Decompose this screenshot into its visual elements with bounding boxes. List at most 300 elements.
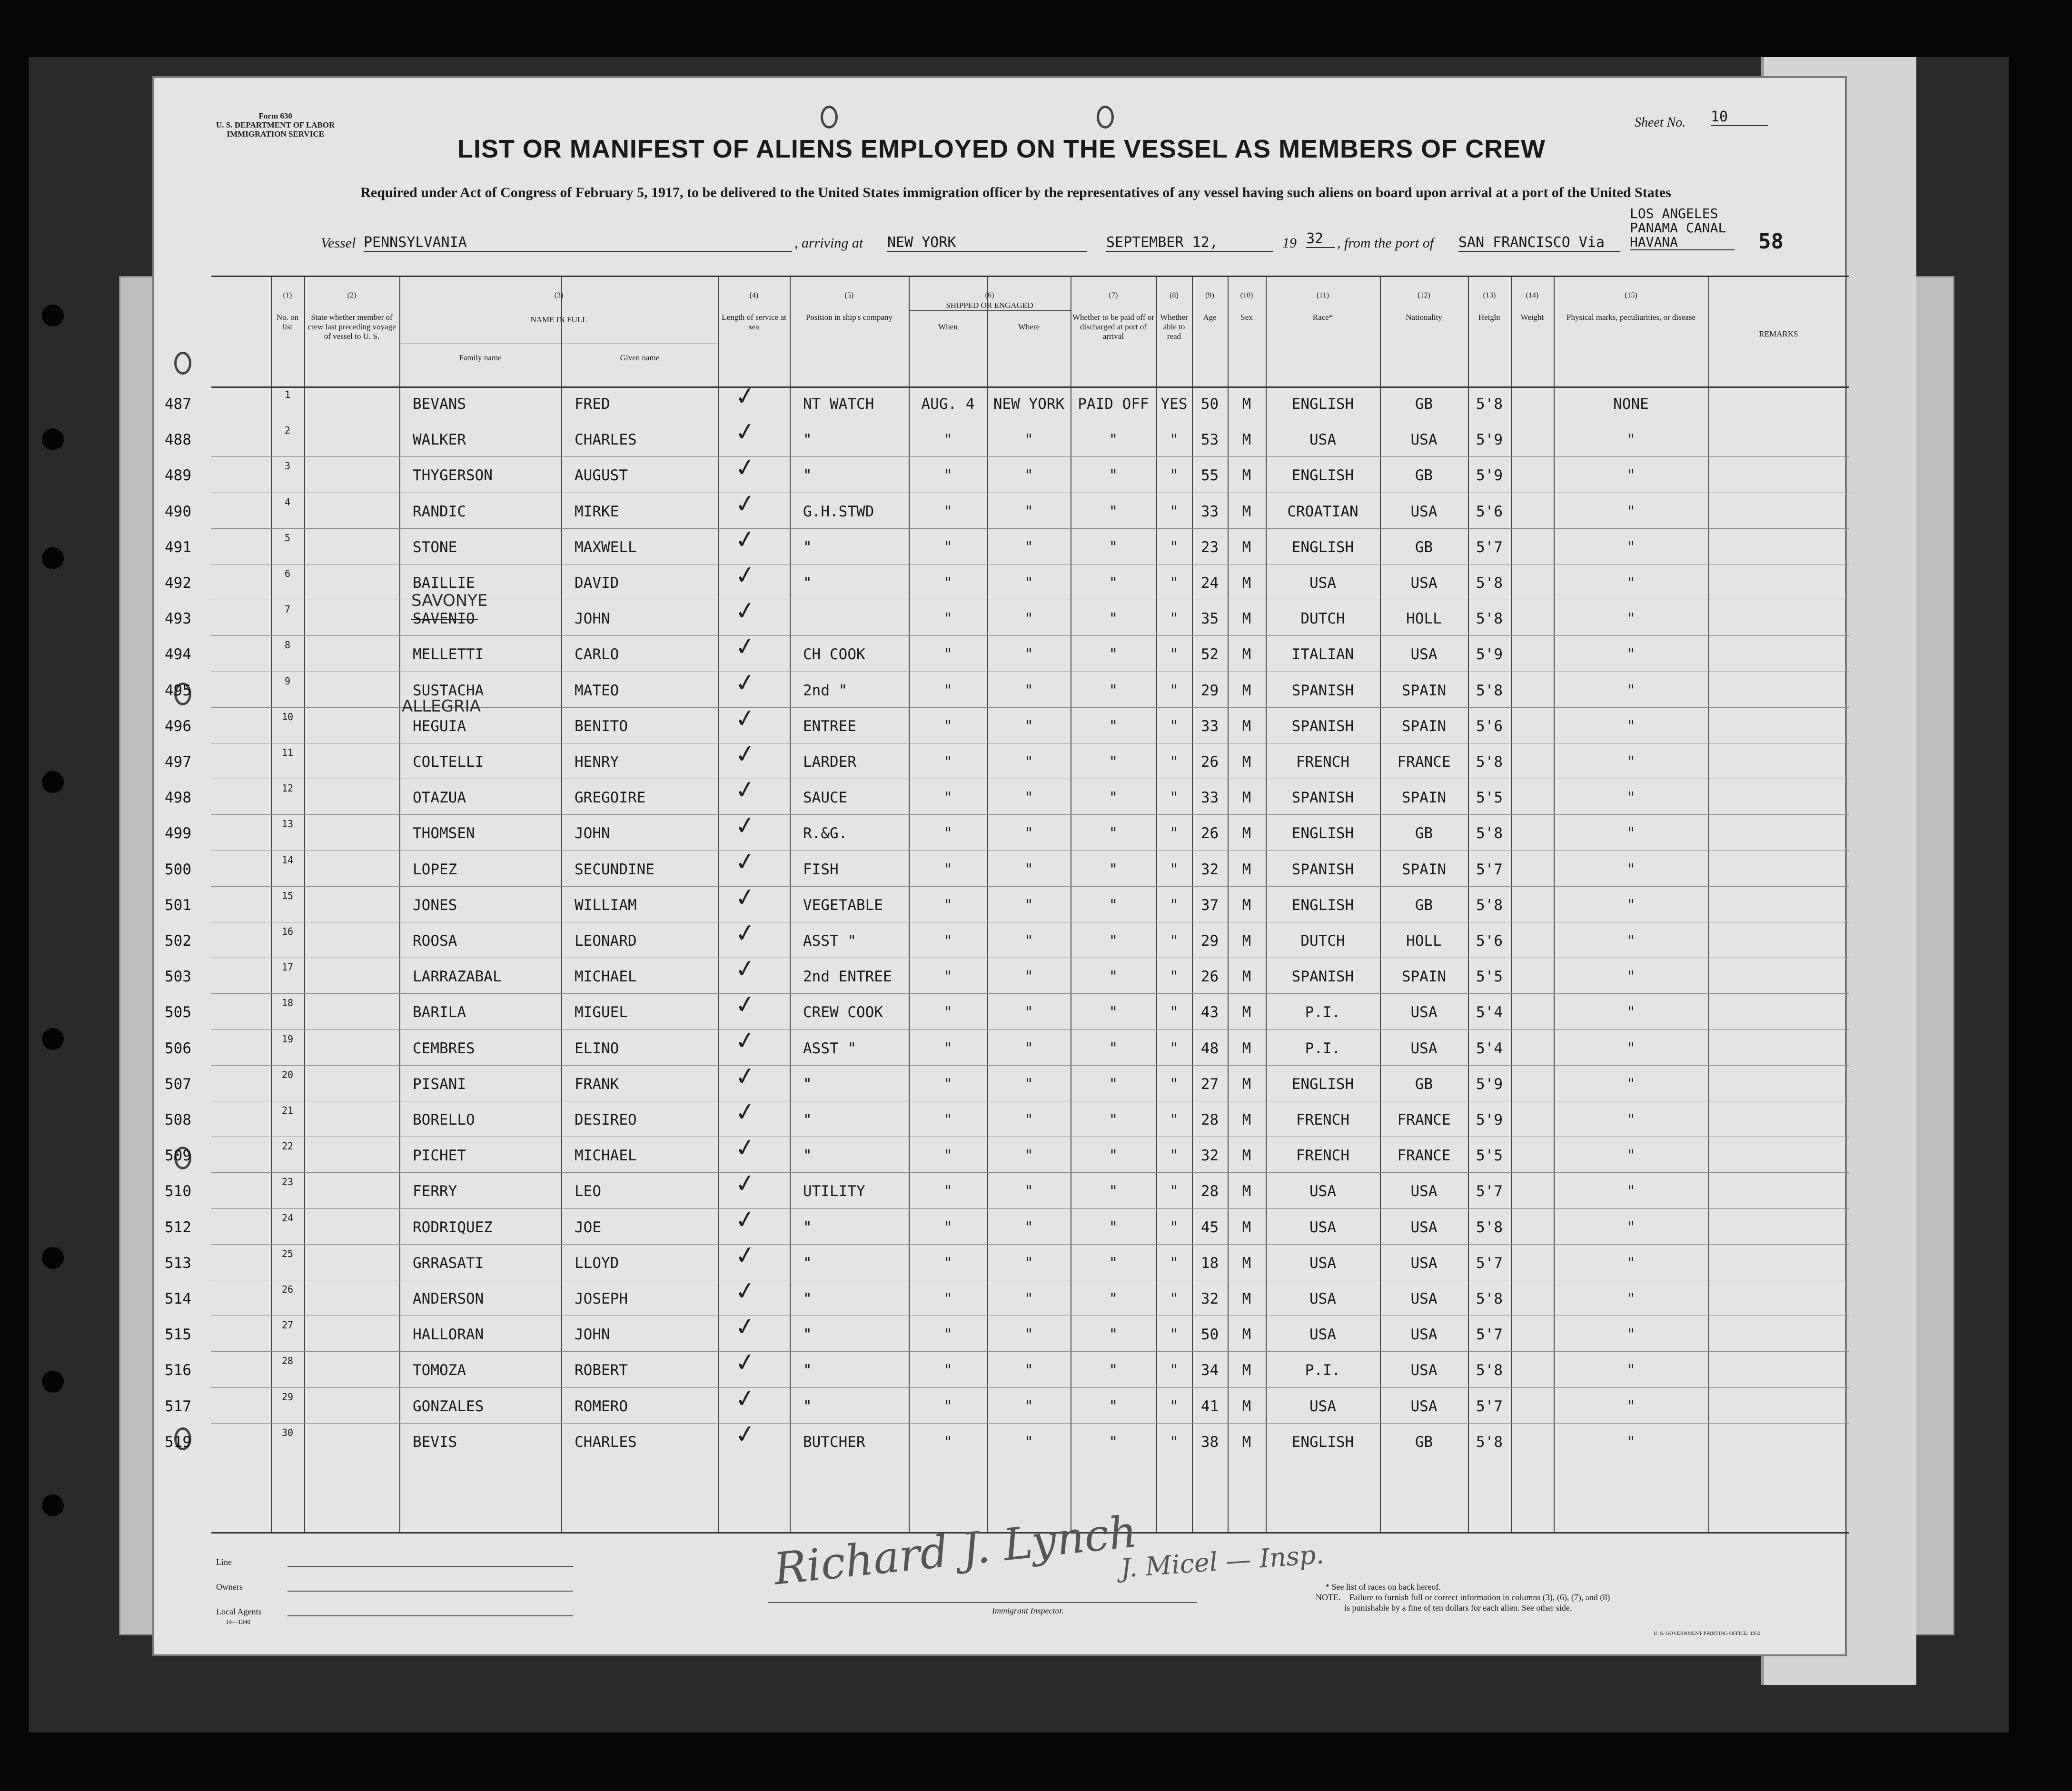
- cell-shipped-when: ": [943, 717, 952, 735]
- cell-paid-off: ": [1109, 825, 1118, 842]
- cell-height: 5'6: [1476, 503, 1503, 520]
- col-position-number: (5): [844, 291, 854, 299]
- cell-position: LARDER: [803, 753, 856, 771]
- cell-family-name: RANDIC: [413, 503, 466, 520]
- cell-row-number: 30: [281, 1426, 294, 1438]
- cell-race: SPANISH: [1291, 861, 1354, 878]
- cell-able-to-read: ": [1170, 968, 1179, 986]
- cell-shipped-where: ": [1024, 1111, 1033, 1128]
- cell-physical-marks: ": [1626, 1183, 1636, 1200]
- cell-race: FRENCH: [1296, 753, 1349, 771]
- cell-shipped-when: AUG. 4: [921, 396, 975, 413]
- cell-age: 38: [1200, 1433, 1219, 1451]
- cell-height: 5'5: [1476, 1147, 1503, 1165]
- cell-row-number: 24: [281, 1212, 294, 1224]
- cell-able-to-read: ": [1170, 1147, 1179, 1165]
- cell-shipped-where: ": [1024, 1290, 1033, 1307]
- cell-race: USA: [1309, 1218, 1336, 1236]
- check-mark-icon: ✓: [733, 524, 758, 555]
- cell-physical-marks: ": [1626, 1290, 1636, 1307]
- cell-row-number: 17: [281, 961, 294, 973]
- cell-race: ENGLISH: [1291, 538, 1354, 556]
- strike-through: [411, 619, 478, 620]
- cell-able-to-read: ": [1170, 1362, 1179, 1379]
- cell-row-number: 21: [281, 1105, 294, 1116]
- cell-age: 55: [1200, 467, 1219, 485]
- cell-position: ": [803, 1111, 812, 1128]
- cell-shipped-where: ": [1024, 1039, 1033, 1057]
- cell-row-number: 11: [281, 747, 294, 758]
- table-row: [211, 1423, 1849, 1424]
- margin-line-number: 499: [165, 825, 191, 842]
- cell-family-name: WALKER: [413, 431, 466, 449]
- line-rule: [288, 1566, 573, 1567]
- check-mark-icon: ✓: [733, 1204, 758, 1236]
- cell-height: 5'8: [1476, 1218, 1503, 1236]
- check-mark-icon: ✓: [733, 1025, 758, 1057]
- cell-shipped-when: ": [943, 1147, 952, 1165]
- cell-given-name: LEO: [575, 1183, 601, 1200]
- cell-given-name: BENITO: [575, 717, 628, 735]
- cell-given-name: FRED: [575, 396, 610, 413]
- col-position-header: Position in ship's company: [805, 313, 893, 322]
- col-paid-off-header: Whether to be paid off or discharged at port of arrival: [1072, 313, 1154, 341]
- binder-hole: [42, 428, 64, 450]
- cell-shipped-when: ": [943, 610, 952, 628]
- cell-age: 26: [1200, 753, 1219, 771]
- arriving-label: , arriving at: [794, 235, 863, 251]
- cell-height: 5'7: [1476, 1183, 1503, 1200]
- cell-position: ": [803, 1147, 812, 1165]
- col-nationality-header: Nationality: [1406, 313, 1442, 322]
- cell-row-number: 3: [284, 460, 291, 472]
- cell-position: ": [803, 574, 812, 592]
- cell-shipped-when: ": [943, 1290, 952, 1307]
- cell-paid-off: ": [1109, 1397, 1118, 1415]
- cell-given-name: DESIREO: [575, 1111, 637, 1128]
- cell-shipped-when: ": [943, 1183, 952, 1200]
- cell-paid-off: ": [1109, 861, 1118, 878]
- col-read-header: Whether able to read: [1160, 313, 1188, 341]
- col-where-header: Where: [1018, 322, 1040, 331]
- cell-row-number: 1: [284, 389, 291, 400]
- cell-row-number: 7: [284, 604, 291, 615]
- page-ring-hole: [174, 352, 191, 375]
- cell-sex: M: [1242, 431, 1251, 449]
- cell-race: USA: [1309, 1290, 1336, 1307]
- cell-sex: M: [1242, 968, 1251, 986]
- cell-height: 5'8: [1476, 753, 1503, 771]
- cell-age: 45: [1200, 1218, 1219, 1236]
- cell-shipped-when: ": [943, 682, 952, 699]
- cell-row-number: 28: [281, 1355, 294, 1367]
- cell-given-name: GREGOIRE: [575, 789, 646, 807]
- table-row: [211, 456, 1849, 457]
- cell-age: 48: [1200, 1039, 1219, 1057]
- cell-given-name: DAVID: [575, 574, 619, 592]
- cell-shipped-when: ": [943, 1433, 952, 1451]
- cell-sex: M: [1242, 538, 1251, 556]
- col-race-number: (11): [1316, 291, 1329, 299]
- cell-position: ": [803, 1290, 812, 1307]
- races-note: * See list of races on back hereof.: [1325, 1582, 1441, 1592]
- binder-hole: [42, 1247, 64, 1269]
- margin-line-number: 512: [165, 1218, 191, 1236]
- cell-given-name: HENRY: [575, 753, 619, 771]
- cell-sex: M: [1242, 753, 1251, 771]
- cell-position: ": [803, 1397, 812, 1415]
- check-mark-icon: ✓: [733, 452, 758, 484]
- cell-height: 5'7: [1476, 538, 1503, 556]
- check-mark-icon: ✓: [733, 703, 758, 734]
- cell-physical-marks: ": [1626, 1397, 1636, 1415]
- cell-shipped-where: ": [1024, 538, 1033, 556]
- margin-line-number: 497: [165, 753, 191, 771]
- cell-able-to-read: ": [1170, 717, 1179, 735]
- cell-paid-off: ": [1109, 717, 1118, 735]
- cell-position: ": [803, 1362, 812, 1379]
- cell-nationality: GB: [1415, 1075, 1433, 1093]
- cell-family-name: CEMBRES: [413, 1039, 475, 1057]
- cell-family-name: BEVIS: [413, 1433, 457, 1451]
- cell-given-name: MICHAEL: [575, 1147, 637, 1165]
- margin-line-number: 519: [165, 1433, 191, 1451]
- cell-paid-off: ": [1109, 503, 1118, 520]
- col-given-name-header: Given name: [620, 353, 660, 362]
- cell-given-name: CHARLES: [575, 431, 637, 449]
- cell-physical-marks: ": [1626, 467, 1636, 485]
- cell-family-name: JONES: [413, 896, 457, 914]
- cell-position: VEGETABLE: [803, 896, 883, 914]
- cell-shipped-when: ": [943, 825, 952, 842]
- cell-given-name: MATEO: [575, 682, 619, 699]
- margin-line-number: 488: [165, 431, 191, 449]
- cell-nationality: HOLL: [1406, 932, 1442, 950]
- cell-race: P.I.: [1305, 1362, 1341, 1379]
- cell-sex: M: [1242, 610, 1251, 628]
- cell-age: 26: [1200, 968, 1219, 986]
- cell-race: DUTCH: [1300, 932, 1345, 950]
- cell-shipped-when: ": [943, 574, 952, 592]
- cell-shipped-when: ": [943, 1039, 952, 1057]
- cell-race: DUTCH: [1300, 610, 1345, 628]
- column-divider: [399, 277, 400, 1534]
- cell-physical-marks: ": [1626, 1254, 1636, 1272]
- margin-line-number: 506: [165, 1039, 191, 1057]
- cell-paid-off: ": [1109, 1218, 1118, 1236]
- cell-able-to-read: ": [1170, 753, 1179, 771]
- column-divider: [1708, 277, 1709, 1534]
- col-state-header: State whether member of crew last preceding voyage of vessel to U. S.: [307, 313, 396, 341]
- cell-nationality: USA: [1410, 431, 1438, 449]
- cell-row-number: 23: [281, 1176, 294, 1188]
- cell-sex: M: [1242, 825, 1251, 842]
- cell-paid-off: ": [1109, 1254, 1118, 1272]
- check-mark-icon: ✓: [733, 810, 758, 842]
- cell-nationality: USA: [1410, 574, 1438, 592]
- cell-age: 23: [1200, 538, 1219, 556]
- cell-physical-marks: ": [1626, 1326, 1636, 1344]
- cell-paid-off: ": [1109, 1326, 1118, 1344]
- col-physical-marks-number: (15): [1625, 291, 1637, 299]
- cell-age: 41: [1200, 1397, 1219, 1415]
- cell-given-name: JOHN: [575, 1326, 610, 1344]
- cell-paid-off: ": [1109, 431, 1118, 449]
- cell-height: 5'9: [1476, 431, 1503, 449]
- cell-able-to-read: ": [1170, 610, 1179, 628]
- cell-family-name: HEGUIA: [413, 717, 466, 735]
- cell-race: ITALIAN: [1291, 646, 1354, 663]
- cell-age: 18: [1200, 1254, 1219, 1272]
- col-when-header: When: [938, 322, 958, 331]
- cell-given-name: MAXWELL: [575, 538, 637, 556]
- cell-row-number: 27: [281, 1319, 294, 1331]
- agents-rule: [288, 1615, 573, 1616]
- margin-line-number: 491: [165, 538, 191, 556]
- cell-shipped-when: ": [943, 467, 952, 485]
- cell-height: 5'8: [1476, 896, 1503, 914]
- cell-paid-off: ": [1109, 789, 1118, 807]
- cell-shipped-when: ": [943, 646, 952, 663]
- cell-able-to-read: ": [1170, 1326, 1179, 1344]
- check-mark-icon: ✓: [733, 774, 758, 806]
- table-row: [211, 993, 1849, 994]
- page-ring-hole: [821, 106, 838, 129]
- cell-height: 5'8: [1476, 825, 1503, 842]
- cell-nationality: FRANCE: [1397, 753, 1451, 771]
- cell-family-name: TOMOZA: [413, 1362, 466, 1379]
- cell-shipped-when: ": [943, 861, 952, 878]
- margin-line-number: 498: [165, 789, 191, 807]
- cell-position: FISH: [803, 861, 839, 878]
- col-family-name-header: Family name: [459, 353, 502, 362]
- cell-nationality: USA: [1410, 1183, 1438, 1200]
- cell-shipped-when: ": [943, 789, 952, 807]
- cell-able-to-read: ": [1170, 646, 1179, 663]
- cell-able-to-read: ": [1170, 932, 1179, 950]
- cell-shipped-when: ": [943, 1075, 952, 1093]
- cell-age: 33: [1200, 789, 1219, 807]
- cell-shipped-when: ": [943, 1397, 952, 1415]
- cell-height: 5'8: [1476, 396, 1503, 413]
- cell-sex: M: [1242, 1111, 1251, 1128]
- cell-family-name: LOPEZ: [413, 861, 457, 878]
- check-mark-icon: ✓: [733, 1097, 758, 1128]
- cell-paid-off: ": [1109, 1039, 1118, 1057]
- cell-paid-off: ": [1109, 753, 1118, 771]
- cell-physical-marks: ": [1626, 932, 1636, 950]
- cell-able-to-read: ": [1170, 1397, 1179, 1415]
- check-mark-icon: ✓: [733, 846, 758, 878]
- cell-given-name: LEONARD: [575, 932, 637, 950]
- cell-nationality: USA: [1410, 1218, 1438, 1236]
- cell-nationality: SPAIN: [1401, 789, 1447, 807]
- cell-sex: M: [1242, 1362, 1251, 1379]
- cell-sex: M: [1242, 503, 1251, 520]
- cell-shipped-where: ": [1024, 1254, 1033, 1272]
- cell-able-to-read: ": [1170, 1111, 1179, 1128]
- column-divider: [1511, 277, 1512, 1534]
- cell-able-to-read: ": [1170, 861, 1179, 878]
- col-no-number: (1): [283, 291, 292, 299]
- column-divider: [304, 277, 305, 1534]
- cell-shipped-where: ": [1024, 896, 1033, 914]
- cell-race: SPANISH: [1291, 968, 1354, 986]
- margin-line-number: 494: [165, 646, 191, 663]
- cell-shipped-when: ": [943, 1326, 952, 1344]
- cell-able-to-read: ": [1170, 789, 1179, 807]
- col-sex-number: (10): [1240, 291, 1253, 299]
- cell-nationality: FRANCE: [1397, 1147, 1451, 1165]
- cell-age: 37: [1200, 896, 1219, 914]
- check-mark-icon: ✓: [733, 1347, 758, 1379]
- cell-height: 5'7: [1476, 1397, 1503, 1415]
- cell-age: 32: [1200, 1290, 1219, 1307]
- page-stamp-number: 58: [1758, 229, 1784, 254]
- check-mark-icon: ✓: [733, 918, 758, 949]
- arrival-date: SEPTEMBER 12,: [1106, 234, 1273, 252]
- col-physical-marks-header: Physical marks, peculiarities, or disease: [1566, 313, 1695, 322]
- margin-line-number: 507: [165, 1075, 191, 1093]
- cell-height: 5'8: [1476, 1290, 1503, 1307]
- cell-nationality: USA: [1410, 1397, 1438, 1415]
- binder-hole: [42, 1494, 64, 1516]
- cell-height: 5'6: [1476, 717, 1503, 735]
- cell-row-number: 4: [284, 496, 291, 508]
- cell-position: BUTCHER: [803, 1433, 865, 1451]
- cell-height: 5'8: [1476, 682, 1503, 699]
- table-row: [211, 1387, 1849, 1388]
- cell-nationality: SPAIN: [1401, 861, 1447, 878]
- cell-given-name: ELINO: [575, 1039, 619, 1057]
- cell-race: USA: [1309, 431, 1336, 449]
- cell-nationality: SPAIN: [1401, 717, 1447, 735]
- cell-race: SPANISH: [1291, 717, 1354, 735]
- col-shipped-header: SHIPPED OR ENGAGED: [946, 301, 1033, 310]
- cell-nationality: USA: [1410, 1326, 1438, 1344]
- line-label: Line: [216, 1557, 232, 1567]
- cell-given-name: MIGUEL: [575, 1004, 628, 1021]
- cell-paid-off: ": [1109, 1111, 1118, 1128]
- cell-family-name: ROOSA: [413, 932, 457, 950]
- cell-sex: M: [1242, 1039, 1251, 1057]
- cell-height: 5'4: [1476, 1039, 1503, 1057]
- cell-sex: M: [1242, 1433, 1251, 1451]
- margin-line-number: 515: [165, 1326, 191, 1344]
- cell-race: FRENCH: [1296, 1111, 1349, 1128]
- cell-physical-marks: ": [1626, 1004, 1636, 1021]
- margin-line-number: 514: [165, 1290, 191, 1307]
- cell-shipped-where: ": [1024, 717, 1033, 735]
- col-no-header: No. on list: [276, 313, 299, 331]
- cell-row-number: 16: [281, 926, 294, 937]
- cell-physical-marks: ": [1626, 968, 1636, 986]
- cell-position: ": [803, 467, 812, 485]
- cell-row-number: 14: [281, 854, 294, 866]
- via-ports: [1630, 207, 1735, 250]
- cell-race: USA: [1309, 1326, 1336, 1344]
- cell-given-name: CHARLES: [575, 1433, 637, 1451]
- form-number: Form 630: [258, 111, 292, 120]
- cell-family-name: BORELLO: [413, 1111, 475, 1128]
- cell-shipped-when: ": [943, 538, 952, 556]
- cell-race: ENGLISH: [1291, 1075, 1354, 1093]
- check-mark-icon: ✓: [733, 1276, 758, 1307]
- cell-physical-marks: ": [1626, 1362, 1636, 1379]
- cell-family-name: STONE: [413, 538, 457, 556]
- cell-paid-off: ": [1109, 610, 1118, 628]
- cell-age: 32: [1200, 1147, 1219, 1165]
- col-state-number: (2): [347, 291, 357, 299]
- cell-physical-marks: ": [1626, 1075, 1636, 1093]
- cell-height: 5'8: [1476, 1433, 1503, 1451]
- check-mark-icon: ✓: [733, 739, 758, 770]
- cell-shipped-where: ": [1024, 825, 1033, 842]
- cell-row-number: 9: [284, 675, 291, 687]
- agents-code: 14—1340: [226, 1618, 250, 1625]
- cell-physical-marks: ": [1626, 574, 1636, 592]
- cell-able-to-read: ": [1170, 1218, 1179, 1236]
- cell-nationality: SPAIN: [1401, 968, 1447, 986]
- cell-position: ASST ": [803, 1039, 856, 1057]
- inspector-initials: J. Micel — Insp.: [1120, 1539, 1325, 1583]
- cell-paid-off: ": [1109, 646, 1118, 663]
- cell-position: SAUCE: [803, 789, 848, 807]
- margin-line-number: 501: [165, 896, 191, 914]
- table-row: [211, 1244, 1849, 1245]
- cell-shipped-where: ": [1024, 1004, 1033, 1021]
- cell-family-name: COLTELLI: [413, 753, 484, 771]
- check-mark-icon: ✓: [733, 488, 758, 520]
- cell-shipped-where: NEW YORK: [993, 396, 1065, 413]
- margin-line-number: 489: [165, 467, 191, 485]
- table-row: [211, 814, 1849, 815]
- cell-paid-off: ": [1109, 1433, 1118, 1451]
- cell-shipped-when: ": [943, 1111, 952, 1128]
- binder-hole: [42, 547, 64, 569]
- cell-shipped-where: ": [1024, 861, 1033, 878]
- cell-family-name: MELLETTI: [413, 646, 484, 663]
- cell-shipped-where: ": [1024, 932, 1033, 950]
- col-nationality-number: (12): [1418, 291, 1430, 299]
- cell-height: 5'7: [1476, 861, 1503, 878]
- cell-sex: M: [1242, 1397, 1251, 1415]
- cell-paid-off: ": [1109, 1147, 1118, 1165]
- cell-paid-off: ": [1109, 932, 1118, 950]
- check-mark-icon: ✓: [733, 1168, 758, 1200]
- agents-label: Local Agents: [216, 1607, 262, 1616]
- cell-family-name: THYGERSON: [413, 467, 493, 485]
- margin-line-number: 502: [165, 932, 191, 950]
- cell-row-number: 10: [281, 711, 294, 722]
- cell-age: 43: [1200, 1004, 1219, 1021]
- cell-race: ENGLISH: [1291, 396, 1354, 413]
- cell-family-name: SUSTACHA: [413, 682, 484, 699]
- cell-age: 32: [1200, 861, 1219, 878]
- cell-height: 5'8: [1476, 610, 1503, 628]
- cell-race: USA: [1309, 574, 1336, 592]
- service-name: IMMIGRATION SERVICE: [227, 129, 324, 139]
- cell-position: ": [803, 538, 812, 556]
- cell-nationality: USA: [1410, 503, 1438, 520]
- sheet-number-label: Sheet No.: [1635, 115, 1686, 130]
- cell-nationality: GB: [1415, 1433, 1433, 1451]
- cell-paid-off: ": [1109, 1290, 1118, 1307]
- cell-race: ENGLISH: [1291, 825, 1354, 842]
- cell-age: 33: [1200, 503, 1219, 520]
- check-mark-icon: ✓: [733, 1061, 758, 1092]
- cell-position: ": [803, 1326, 812, 1344]
